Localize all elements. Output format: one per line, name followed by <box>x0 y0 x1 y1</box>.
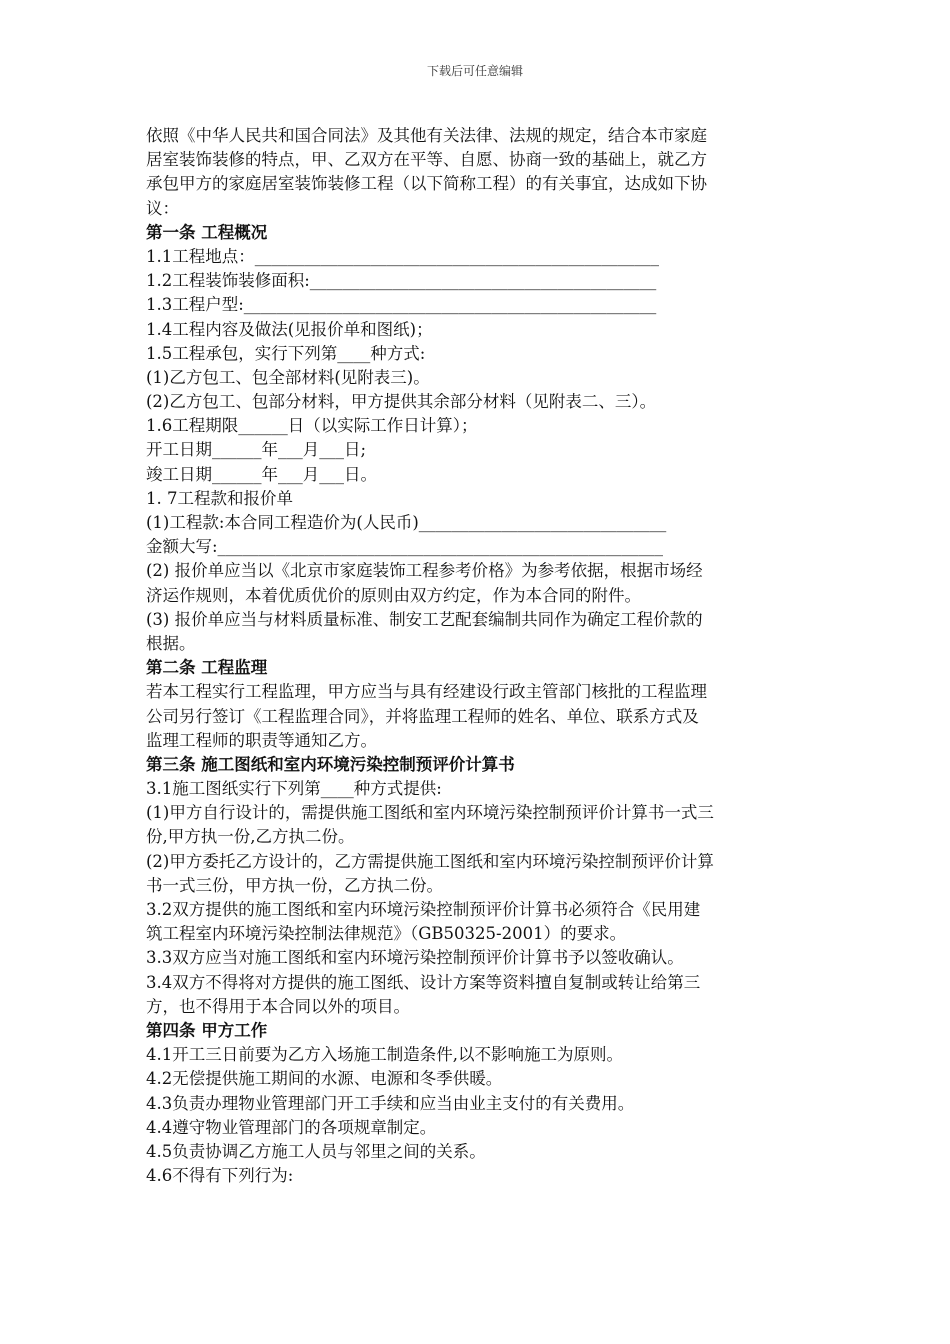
body-line: 4.3负责办理物业管理部门开工手续和应当由业主支付的有关费用。 <box>146 1093 635 1113</box>
section-heading-3: 第三条 施工图纸和室内环境污染控制预评价计算书 <box>146 754 515 774</box>
body-line: 承包甲方的家庭居室装饰装修工程（以下简称工程）的有关事宜，达成如下协 <box>146 174 707 194</box>
body-line: 3.3双方应当对施工图纸和室内环境污染控制预评价计算书予以签收确认。 <box>146 948 684 968</box>
body-line: 4.6不得有下列行为: <box>146 1166 294 1186</box>
body-line: 1.5工程承包，实行下列第____种方式: <box>146 343 426 363</box>
contract-body <box>146 124 816 1188</box>
section-heading-2: 第二条 工程监理 <box>146 658 268 678</box>
section-heading-1: 第一条 工程概况 <box>146 222 268 242</box>
body-line: 居室装饰装修的特点，甲、乙双方在平等、自愿、协商一致的基础上，就乙方 <box>146 150 707 170</box>
body-line: 公司另行签订《工程监理合同》，并将监理工程师的姓名、单位、联系方式及 <box>146 706 699 726</box>
body-line: 1.6工程期限______日（以实际工作日计算）； <box>146 416 478 436</box>
body-line: (3) 报价单应当与材料质量标准、制安工艺配套编制共同作为确定工程价款的 <box>146 609 703 629</box>
section-heading-4: 第四条 甲方工作 <box>146 1020 268 1040</box>
body-line: 4.2无偿提供施工期间的水源、电源和冬季供暖。 <box>146 1069 503 1089</box>
body-line: 开工日期______年___月___日; <box>146 440 367 460</box>
body-line: 1. 7工程款和报价单 <box>146 488 293 508</box>
body-line: 竣工日期______年___月___日。 <box>146 464 377 484</box>
body-line: 金额大写:______________________________________________________ <box>146 537 664 557</box>
body-line: 4.4遵守物业管理部门的各项规章制定。 <box>146 1117 437 1137</box>
header-note: 下载后可任意编辑 <box>426 64 523 78</box>
body-line: (2)甲方委托乙方设计的，乙方需提供施工图纸和室内环境污染控制预评价计算 <box>146 851 714 871</box>
body-line: 济运作规则，本着优质优价的原则由双方约定，作为本合同的附件。 <box>146 585 641 605</box>
body-line: 1.4工程内容及做法(见报价单和图纸)； <box>146 319 433 339</box>
body-line: 监理工程师的职责等通知乙方。 <box>146 730 377 750</box>
body-line: 4.1开工三日前要为乙方入场施工制造条件,以不影响施工为原则。 <box>146 1045 623 1065</box>
body-line: (1)乙方包工、包全部材料(见附表三)。 <box>146 367 430 387</box>
body-line: 3.4双方不得将对方提供的施工图纸、设计方案等资料擅自复制或转让给第三 <box>146 972 701 992</box>
body-line: 1.1工程地点：_________________________________________________ <box>146 246 659 266</box>
body-line: (1)工程款:本合同工程造价为(人民币)______________________________ <box>146 513 667 532</box>
body-line: 3.1施工图纸实行下列第____种方式提供: <box>146 779 442 799</box>
body-line: 书一式三份，甲方执一份，乙方执二份。 <box>146 875 443 895</box>
body-line: (1)甲方自行设计的，需提供施工图纸和室内环境污染控制预评价计算书一式三 <box>146 803 714 823</box>
body-line: 方，也不得用于本合同以外的项目。 <box>146 996 410 1016</box>
body-line: 4.5负责协调乙方施工人员与邻里之间的关系。 <box>146 1141 486 1161</box>
body-line: (2)乙方包工、包部分材料，甲方提供其余部分材料（见附表二、三）。 <box>146 392 657 412</box>
body-line: 1.2工程装饰装修面积:__________________________________________ <box>146 271 657 291</box>
body-line: (2) 报价单应当以《北京市家庭装饰工程参考价格》为参考依据，根据市场经 <box>146 561 703 581</box>
body-line: 根据。 <box>146 633 196 653</box>
body-line: 3.2双方提供的施工图纸和室内环境污染控制预评价计算书必须符合《民用建 <box>146 900 701 919</box>
body-line: 议： <box>146 198 179 218</box>
body-line: 依照《中华人民共和国合同法》及其他有关法律、法规的规定，结合本市家庭 <box>146 126 707 145</box>
body-line: 1.3工程户型:__________________________________________________ <box>146 295 657 315</box>
body-line: 若本工程实行工程监理，甲方应当与具有经建设行政主管部门核批的工程监理 <box>146 682 707 702</box>
body-line: 份,甲方执一份,乙方执二份。 <box>146 827 355 847</box>
body-line: 筑工程室内环境污染控制法律规范》（GB50325-2001）的要求。 <box>146 924 627 944</box>
